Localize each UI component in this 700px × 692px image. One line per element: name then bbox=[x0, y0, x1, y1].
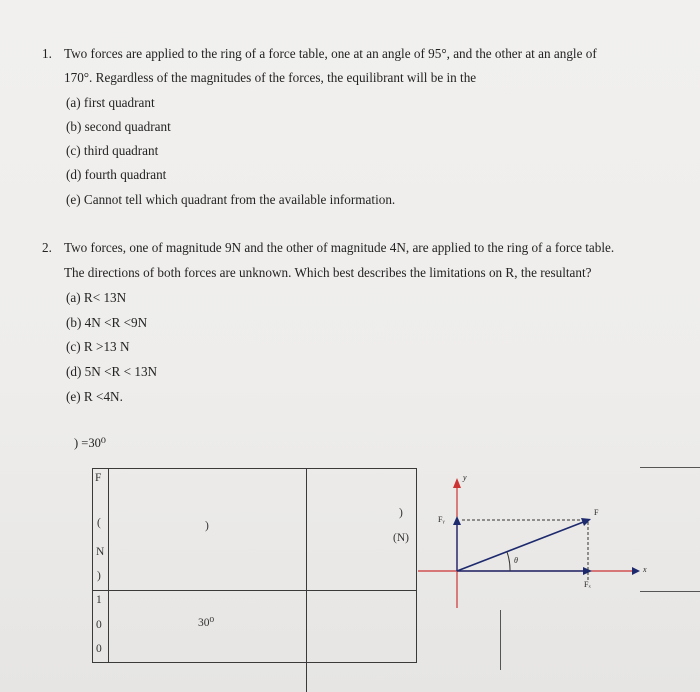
table-cell-text: 0 bbox=[96, 643, 102, 655]
question-text-line: 170°. Regardless of the magnitudes of the forces, the equilibrant will be in the bbox=[64, 70, 477, 85]
f-arrow-icon bbox=[581, 518, 591, 526]
question-text-line: Two forces, one of magnitude 9N and the other of magnitude 4N, are applied to the ring of a force table. bbox=[64, 240, 615, 255]
answer-option: (d) fourth quadrant bbox=[66, 167, 167, 182]
table-cell-text: 1 bbox=[96, 594, 102, 606]
table-cell-text: 30⁰ bbox=[198, 617, 215, 629]
table-cell-text: 0 bbox=[96, 619, 102, 631]
x-axis-label: x bbox=[643, 565, 647, 574]
table-divider-lower bbox=[500, 610, 501, 670]
theta-arc bbox=[507, 552, 510, 571]
y-axis-arrow-icon bbox=[453, 478, 461, 488]
answer-option: (b) second quadrant bbox=[66, 119, 171, 134]
answer-option: (a) first quadrant bbox=[66, 95, 155, 110]
table-cell-text: ( bbox=[97, 517, 101, 529]
table-cell-text: ) bbox=[97, 570, 101, 582]
answer-option: (e) R <4N. bbox=[66, 389, 123, 404]
stray-rule bbox=[640, 467, 700, 468]
table-cell-text: (N) bbox=[393, 532, 409, 544]
answer-option: (b) 4N <R <9N bbox=[66, 315, 148, 330]
question-text-line: Two forces are applied to the ring of a force table, one at an angle of 95°, and the other at an angle of bbox=[64, 46, 597, 61]
table-row-line bbox=[92, 590, 417, 591]
fy-label: Fᵧ bbox=[438, 515, 445, 524]
question-number: 1. bbox=[42, 46, 52, 61]
y-axis-label: y bbox=[463, 473, 467, 482]
stray-rule bbox=[640, 591, 700, 592]
f-label: F bbox=[594, 508, 599, 517]
fy-arrow-icon bbox=[453, 516, 461, 525]
question-number: 2. bbox=[42, 240, 52, 255]
answer-option: (d) 5N <R < 13N bbox=[66, 364, 158, 379]
table-divider bbox=[306, 468, 307, 663]
theta-label: θ bbox=[514, 556, 518, 565]
table-border-top bbox=[92, 468, 417, 469]
table-border-bottom bbox=[92, 662, 417, 663]
fx-label: Fₓ bbox=[584, 580, 591, 589]
table-border-left bbox=[92, 468, 93, 663]
answer-option: (e) Cannot tell which quadrant from the available information. bbox=[66, 192, 396, 207]
x-axis-arrow-icon bbox=[632, 567, 640, 575]
answer-option: (c) R >13 N bbox=[66, 339, 130, 354]
answer-option: (a) R< 13N bbox=[66, 290, 127, 305]
table-divider-lower bbox=[306, 662, 307, 692]
table-cell-text: N bbox=[96, 546, 105, 558]
vector-diagram bbox=[410, 468, 700, 608]
vector-diagram-svg bbox=[410, 468, 700, 608]
answer-option: (c) third quadrant bbox=[66, 143, 159, 158]
table-divider bbox=[108, 468, 109, 663]
table-cell-text: ) bbox=[399, 507, 403, 519]
angle-fragment: ) =30⁰ bbox=[74, 436, 106, 450]
table-cell-text: F bbox=[95, 472, 102, 484]
f-vector bbox=[457, 521, 586, 571]
question-text-line: The directions of both forces are unknown. Which best describes the limitations on R, the resultant? bbox=[64, 265, 592, 280]
table-cell-text: ) bbox=[205, 520, 209, 532]
